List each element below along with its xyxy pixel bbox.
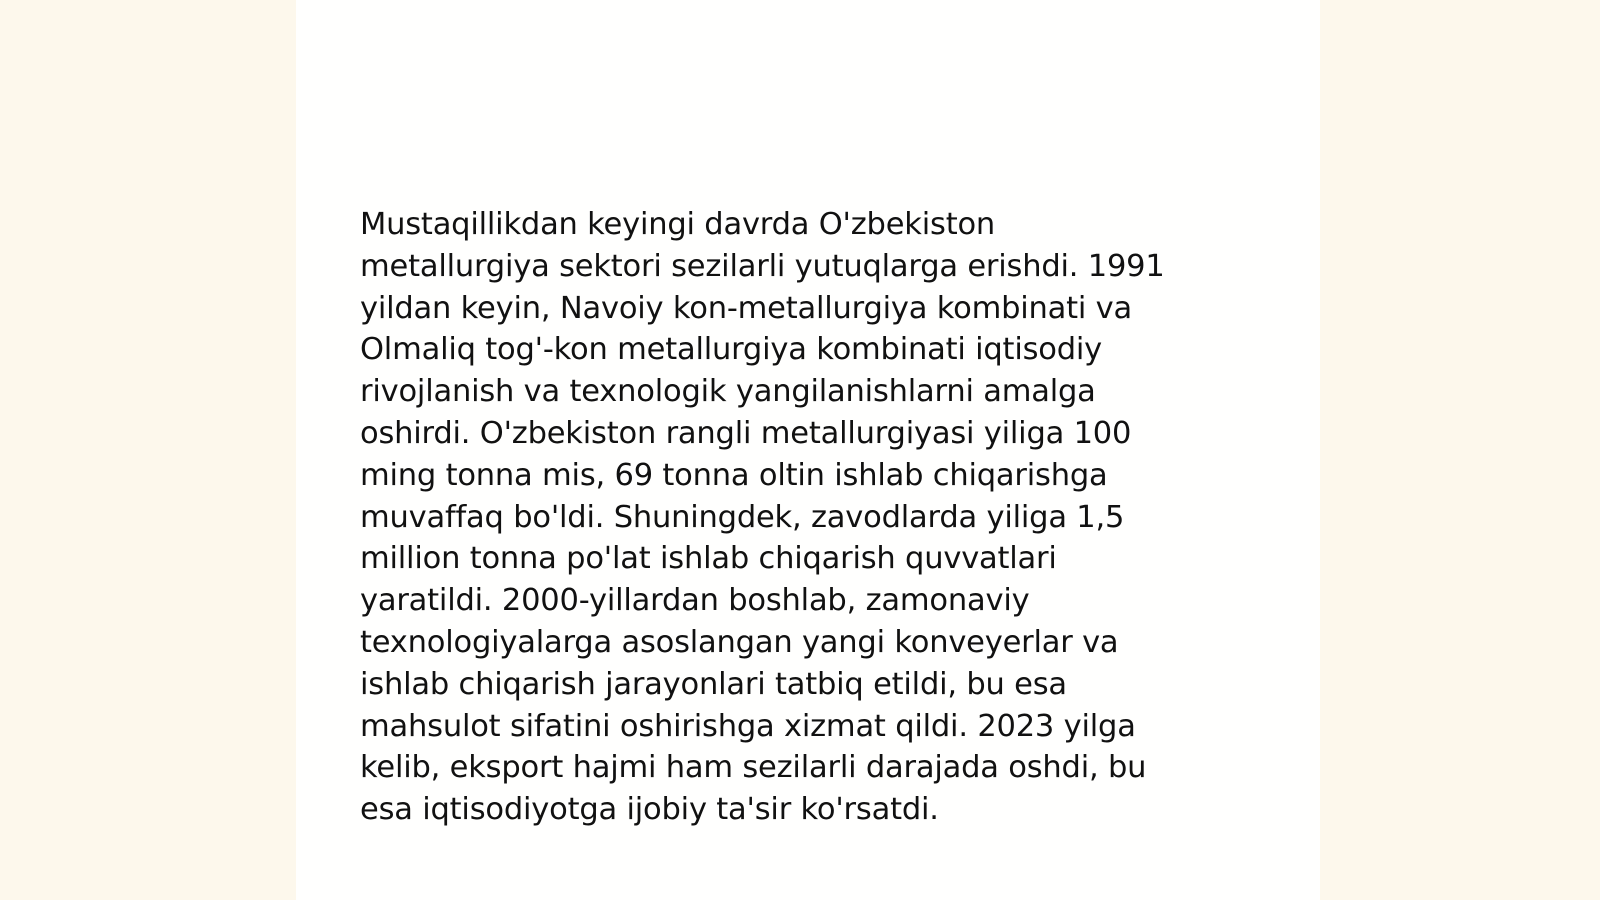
paragraph-line: ming tonna mis, 69 tonna oltin ishlab chiqarishga [360, 457, 1108, 493]
paragraph-line: muvaffaq bo'ldi. Shuningdek, zavodlarda yiliga 1,5 [360, 499, 1125, 535]
paragraph-line: kelib, eksport hajmi ham sezilarli darajada oshdi, bu [360, 750, 1147, 786]
paragraph-line: yaratildi. 2000-yillardan boshlab, zamonaviy [360, 583, 1030, 619]
paragraph-line: texnologiyalarga asoslangan yangi konveyerlar va [360, 624, 1119, 660]
paragraph-line: metallurgiya sektori sezilarli yutuqlarga erishdi. 1991 [360, 248, 1165, 284]
body-paragraph [360, 204, 1250, 831]
document-page [296, 0, 1320, 900]
paragraph-line: rivojlanish va texnologik yangilanishlarni amalga [360, 374, 1096, 410]
paragraph-line: yildan keyin, Navoiy kon-metallurgiya kombinati va [360, 290, 1133, 326]
paragraph-line: mahsulot sifatini oshirishga xizmat qildi. 2023 yilga [360, 708, 1136, 744]
paragraph-line: oshirdi. O'zbekiston rangli metallurgiyasi yiliga 100 [360, 415, 1132, 451]
paragraph-line: Mustaqillikdan keyingi davrda O'zbekiston [360, 207, 996, 242]
paragraph-line: Olmaliq tog'-kon metallurgiya kombinati iqtisodiy [360, 332, 1103, 368]
paragraph-line: esa iqtisodiyotga ijobiy ta'sir ko'rsatdi. [360, 792, 939, 828]
paragraph-line: million tonna po'lat ishlab chiqarish quvvatlari [360, 541, 1057, 577]
paragraph-line: ishlab chiqarish jarayonlari tatbiq etildi, bu esa [360, 666, 1067, 702]
